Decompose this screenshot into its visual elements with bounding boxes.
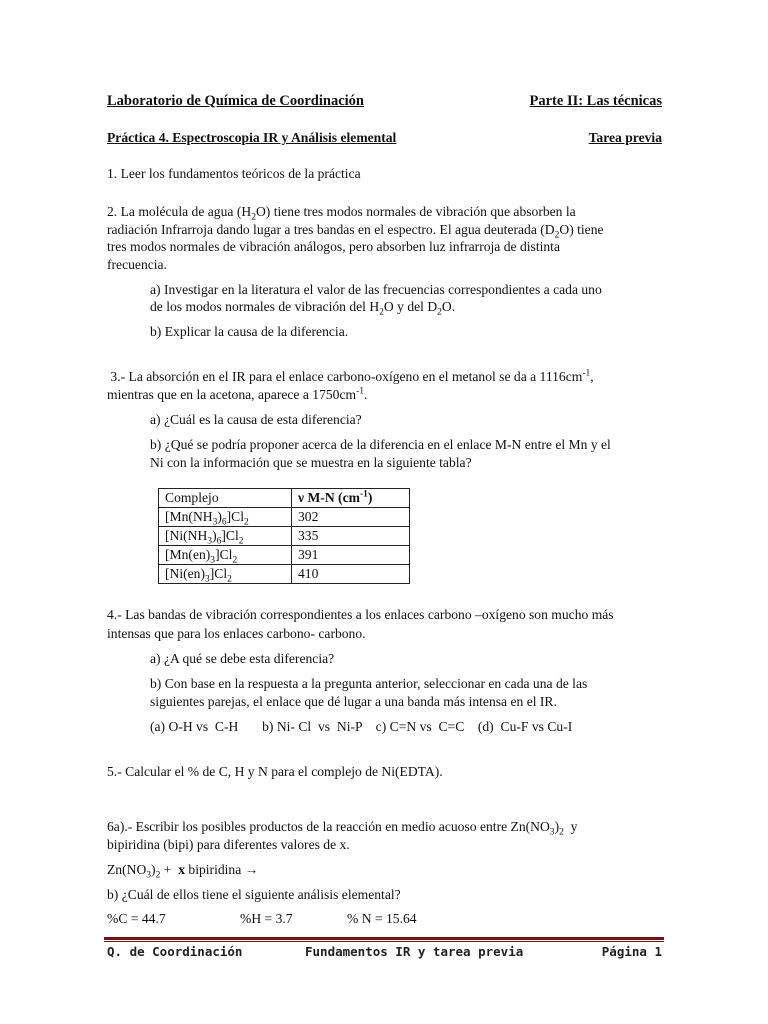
- eq-text-b: ): [151, 862, 156, 877]
- question-2-line-4: frecuencia.: [107, 257, 167, 272]
- q2-text-b: O) tiene tres modos normales de vibración que absorben la: [255, 204, 576, 219]
- footer-rule-thick: [104, 937, 664, 940]
- task-label: Tarea previa: [588, 130, 662, 145]
- table-row: [159, 546, 410, 565]
- q2a-text-a: de los modos normales de vibración del H: [150, 299, 380, 314]
- question-4-line-2: intensas que para los enlaces carbono- carbono.: [107, 626, 366, 641]
- practice-title: Práctica 4. Espectroscopia IR y Análisis elemental: [107, 130, 397, 145]
- question-3-line-1: 3.- La absorción en el IR para el enlace carbono-oxígeno en el metanol se da a $1116cm^{-1}$,: [110, 368, 594, 384]
- question-4-pairs: (a) O-H vs C-H b) Ni- Cl vs Ni-P c) C=N vs C=C (d) Cu-F vs Cu-I: [150, 719, 573, 734]
- question-6-line-2: bipiridina (bipi) para diferentes valores de x.: [107, 837, 350, 852]
- sub-2: 2: [437, 307, 442, 318]
- footer-center: Fundamentos IR y tarea previa: [305, 944, 524, 959]
- question-4b-line-2: siguientes parejas, el enlace que dé lugar a una banda más intensa en el IR.: [150, 694, 557, 709]
- mn-frequency-table: [158, 488, 410, 584]
- table-row: [159, 565, 410, 584]
- question-4a: a) ¿A qué se debe esta diferencia?: [150, 651, 335, 666]
- question-6b: b) ¿Cuál de ellos tiene el siguiente análisis elemental?: [107, 887, 401, 902]
- table-cell-value: 410: [292, 565, 410, 584]
- freq-header-sup: -1: [359, 489, 368, 500]
- sub-2: 2: [251, 212, 256, 223]
- question-2a-line-2: [150, 297, 662, 316]
- eq-text-d: bipiridina →: [185, 862, 259, 877]
- question-3b-line-2: Ni con la información que se muestra en la siguiente tabla?: [150, 455, 472, 470]
- question-1: 1. Leer los fundamentos teóricos de la práctica: [107, 166, 361, 181]
- q2a-text-b: O y del D: [383, 299, 438, 314]
- table-cell-value: 302: [292, 508, 410, 527]
- q2-text-c: radiación Infrarroja dando lugar a tres bandas en el espectro. El agua deuterada (D: [107, 222, 555, 237]
- q3-text-b: mientras que en la acetona, aparece a 1750cm: [107, 387, 357, 402]
- question-4b-line-1: b) Con base en la respuesta a la pregunta anterior, seleccionar en cada una de las: [150, 676, 588, 691]
- q6-text-c: y: [563, 819, 578, 834]
- sub-3: 3: [549, 827, 555, 838]
- header-title-right: Parte II: Las técnicas: [529, 93, 662, 109]
- q3-text-a: 3.- La absorción en el IR para el enlace carbono-oxígeno en el metanol se da a 1116cm: [110, 369, 583, 384]
- question-3-line-2: mientras que en la acetona, aparece a $1750cm^{-1}$.: [107, 386, 368, 402]
- reaction-equation: [107, 860, 662, 879]
- table-header-row: [159, 489, 410, 508]
- analysis-carbon: %C = 44.7: [107, 911, 166, 926]
- question-2b: b) Explicar la causa de la diferencia.: [150, 324, 349, 339]
- footer-page: Página 1: [601, 944, 662, 959]
- sub-2: 2: [155, 870, 161, 881]
- table-row: [159, 527, 410, 546]
- footer-rule-thin: [104, 941, 664, 942]
- sub-2: 2: [554, 230, 560, 241]
- sub-3: 3: [146, 870, 152, 881]
- question-2-line-3: tres modos normales de vibración análogos, pero absorben luz infrarroja de distinta: [107, 239, 560, 254]
- analysis-hydrogen: %H = 3.7: [240, 911, 293, 926]
- table-cell-complex: $[Ni(NH_3)_6]Cl_2$: [159, 527, 292, 546]
- table-header-complex: Complejo: [159, 489, 292, 508]
- question-3a: a) ¿Cuál es la causa de esta diferencia?: [150, 412, 362, 427]
- table-row: [159, 508, 410, 527]
- eq-x: x: [178, 862, 185, 877]
- eq-text-a: Zn(NO: [107, 862, 147, 877]
- question-2a-line-1: a) Investigar en la literatura el valor de las frecuencias correspondientes a cada uno: [150, 282, 602, 297]
- freq-header-text: ν M-N (cm: [298, 490, 360, 505]
- table-cell-value: 335: [292, 527, 410, 546]
- sub-2: 2: [559, 827, 564, 838]
- q2a-text-c: O.: [441, 299, 456, 314]
- table-cell-value: 391: [292, 546, 410, 565]
- footer-left: Q. de Coordinación: [107, 944, 243, 959]
- header-title-left: Laboratorio de Química de Coordinación: [107, 93, 364, 109]
- q6-text-a: 6a).- Escribir los posibles productos de la reacción en medio acuoso entre Zn(NO: [107, 819, 550, 834]
- q3-sup-2: -1: [356, 386, 365, 397]
- q6-text-b: ): [554, 819, 560, 834]
- eq-text-c: +: [160, 862, 179, 877]
- q2-text-a: 2. La molécula de agua (H: [107, 204, 252, 219]
- question-6-line-1: [107, 817, 662, 836]
- question-4-line-1: 4.- Las bandas de vibración correspondientes a los enlaces carbono –oxígeno son mucho más: [107, 607, 614, 622]
- table-cell-complex: $[Mn(NH_3)_6]Cl_2$: [159, 508, 292, 527]
- table-cell-complex: $[Ni(en)_3]Cl_2$: [159, 565, 292, 584]
- table-cell-complex: $[Mn(en)_3]Cl_2$: [159, 546, 292, 565]
- question-2-line-1: [107, 202, 662, 221]
- question-5: 5.- Calcular el % de C, H y N para el complejo de Ni(EDTA).: [107, 764, 443, 779]
- q3-sup-1: -1: [582, 368, 591, 379]
- sub-2: 2: [379, 307, 384, 318]
- table-header-frequency: ν M-N $(cm^{-1})$: [292, 489, 410, 508]
- analysis-nitrogen: % N = 15.64: [347, 911, 417, 926]
- question-3b-line-1: b) ¿Qué se podría proponer acerca de la diferencia en el enlace M-N entre el Mn y el: [150, 437, 611, 452]
- q2-text-d: O) tiene: [559, 222, 604, 237]
